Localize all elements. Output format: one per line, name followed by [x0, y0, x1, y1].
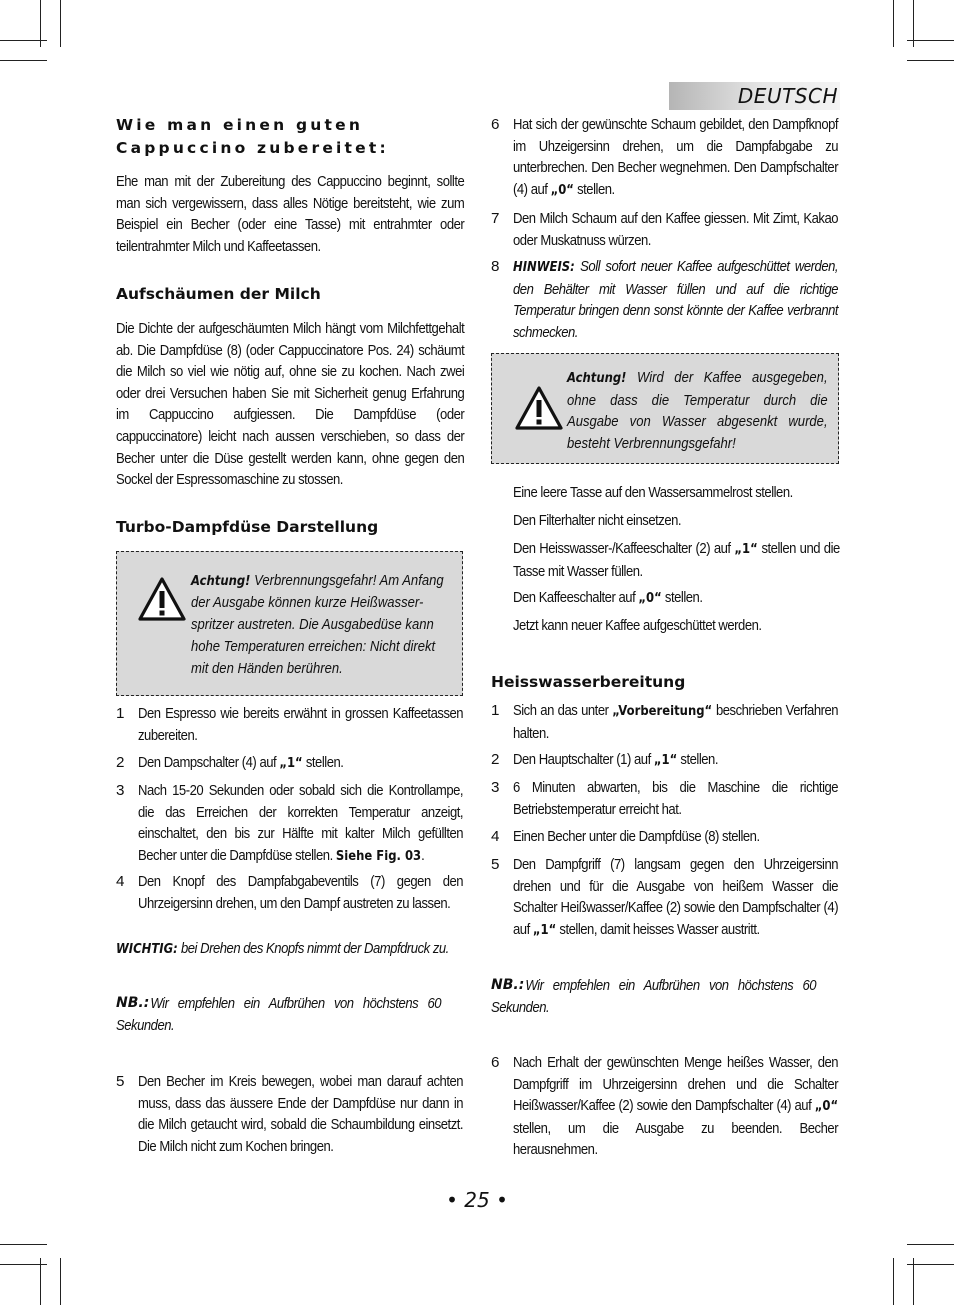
crop-mark: [40, 1258, 41, 1305]
paragraph: Den Kaffeeschalter auf „0“ stellen.: [513, 589, 703, 606]
crop-mark: [0, 1244, 47, 1245]
paragraph: Den Heisswasser-/Kaffeeschalter (2) auf „1“ stellen und die Tasse mit Wasser füllen.: [513, 540, 840, 580]
note-wichtig: WICHTIG: bei Drehen des Knopfs nimmt der Dampfdruck zu.: [116, 940, 449, 957]
crop-mark: [907, 40, 954, 41]
warning-triangle-icon: [514, 385, 564, 431]
heading-cappuccino: Wie man einen guten Cappuccino zubereitet:: [116, 116, 389, 157]
paragraph: Jetzt kann neuer Kaffee aufgeschüttet werden.: [513, 617, 762, 634]
crop-mark: [0, 1264, 47, 1265]
language-label: DEUTSCH: [737, 84, 838, 108]
warning-triangle-icon: [137, 576, 187, 622]
page-number: • 25 •: [446, 1188, 508, 1212]
crop-mark: [907, 1244, 954, 1245]
paragraph-intro: Ehe man mit der Zubereitung des Cappuccino beginnt, sollte man sich vergewissern, dass alles Nötige bereitsteht, wie zum Beispiel ein Becher (oder eine Tasse) mit entrahmter oder teilentrahmter Milch und Kaffeetassen.: [116, 173, 465, 255]
warning-body: Verbrennungsgefahr! Am Anfang der Ausgabe können kurze Heißwasser-spritzer austreten. Die Ausgabedüse kann hohe Temperaturen erreichen: Nicht direkt mit den Händen berühren.: [191, 572, 444, 677]
heading-milk-foam: Aufschäumen der Milch: [116, 285, 321, 303]
crop-mark: [893, 0, 894, 47]
crop-mark: [907, 1264, 954, 1265]
heading-turbo-steam: Turbo-Dampfdüse Darstellung: [116, 518, 379, 536]
crop-mark: [0, 40, 47, 41]
heading-hot-water: Heisswasserbereitung: [491, 673, 686, 691]
crop-mark: [60, 0, 61, 47]
paragraph-milk-foam: Die Dichte der aufgeschäumten Milch hängt vom Milchfettgehalt ab. Die Dampfdüse (8) (oder Cappuccinatore Pos. 24) schäumt die Milch so viel wie nötig auf, ohne sie zu kochen. Nach zwei oder drei Versuchen haben Sie mit Sicherheit genug Erfahrung im Cappuccino aufgiessen. Die Dampfdüse (oder cappuccinatore) leicht nach aussen verschieben, so dass der Becher unter die Düse gestellt werden kann, ohne gegen den Sockel der Espressomaschine zu stossen.: [116, 320, 465, 489]
crop-mark: [60, 1258, 61, 1305]
paragraph: Eine leere Tasse auf den Wassersammelrost stellen.: [513, 484, 793, 501]
paragraph: Den Filterhalter nicht einsetzen.: [513, 512, 682, 529]
crop-mark: [0, 60, 47, 61]
warning-label: Achtung!: [191, 573, 251, 589]
warning-text: Achtung! Wird der Kaffee ausgegeben, ohne dass die Temperatur durch die Ausgabe von Wasser abgesenkt wurde, besteht Verbrennungsgefahr!: [567, 369, 828, 452]
crop-mark: [907, 60, 954, 61]
crop-mark: [893, 1258, 894, 1305]
crop-mark: [913, 1258, 914, 1305]
language-header: [669, 82, 840, 110]
warning-text: [191, 570, 449, 680]
